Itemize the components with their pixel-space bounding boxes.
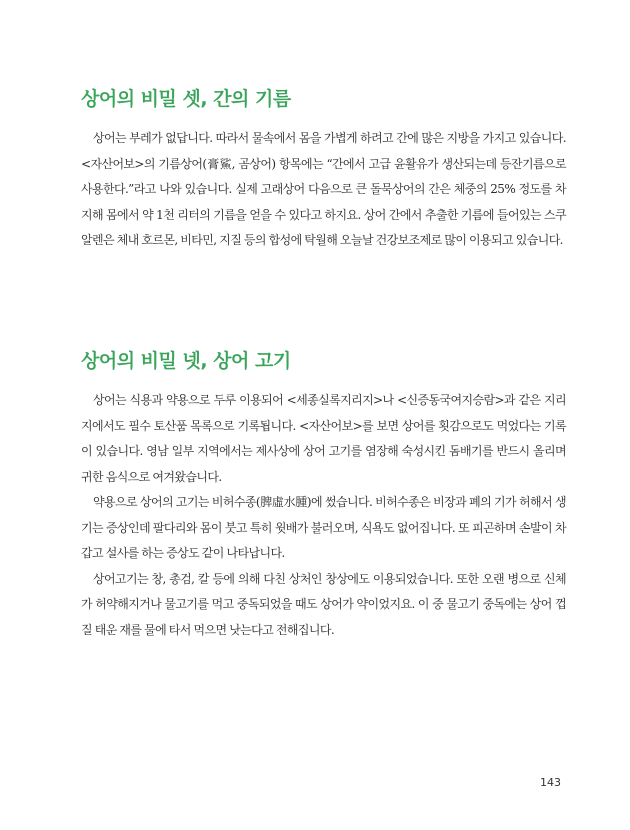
section-body-liver-oil	[81, 126, 566, 254]
body-paragraph: 상어는 식용과 약용으로 두루 이용되어 <세종실록지리지>나 <신증동국여지승람>과 같은 지리지에서도 필수 토산품 목록으로 기록됩니다. <자산어보>를 보면 상어를 횟감으로도 먹었다는 기록이 있습니다. 영남 일부 지역에서는 제사상에 상어 고기를 염장해 숙성시킨 돔배기를 반드시 올리며 귀한 음식으로 여겨왔습니다.	[81, 393, 566, 484]
body-paragraph: 약용으로 상어의 고기는 비허수종(脾虛水腫)에 썼습니다. 비허수종은 비장과 폐의 기가 허해서 생기는 증상인데 팔다리와 몸이 붓고 특히 윗배가 불러오며, 식욕도 없어집니다. 또 피곤하며 손발이 차갑고 설사를 하는 증상도 같이 나타납니다.	[81, 495, 566, 560]
body-paragraph: 상어는 부레가 없답니다. 따라서 물속에서 몸을 가볍게 하려고 간에 많은 지방을 가지고 있습니다. <자산어보>의 기름상어(膏鯊, 곰상어) 항목에는 “간에서 고급 윤활유가 생산되는데 등잔기름으로 사용한다.”라고 나와 있습니다. 실제 고래상어 다음으로 큰 돌묵상어의 간은 체중의 25% 정도를 차지해 몸에서 약 1천 리터의 기름을 얻을 수 있다고 하지요. 상어 간에서 추출한 기름에 들어있는 스쿠알렌은 체내 호르몬, 비타민, 지질 등의 합성에 탁월해 오늘날 건강보조제로 많이 이용되고 있습니다.	[81, 131, 566, 247]
page-number: 143	[540, 776, 561, 789]
body-paragraph: 상어고기는 창, 총검, 칼 등에 의해 다친 상처인 창상에도 이용되었습니다. 또한 오랜 병으로 신체가 허약해지거나 물고기를 먹고 중독되었을 때도 상어가 약이었지요. 이 중 물고기 중독에는 상어 껍질 태운 재를 물에 타서 먹으면 낫는다고 전해집니다.	[81, 571, 566, 637]
section-title-liver-oil: 상어의 비밀 셋, 간의 기름	[81, 88, 291, 110]
section-title-shark-meat: 상어의 비밀 넷, 상어 고기	[81, 350, 291, 372]
section-body-shark-meat	[81, 388, 566, 643]
